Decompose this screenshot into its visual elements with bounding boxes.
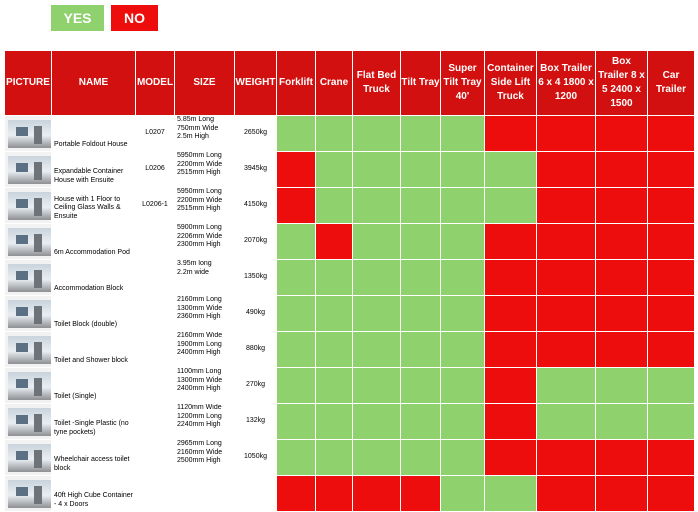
no-cell xyxy=(648,152,695,188)
yes-cell xyxy=(353,224,401,260)
picture-cell xyxy=(5,404,52,440)
picture-cell xyxy=(5,224,52,260)
name-cell: Portable Foldout House xyxy=(52,116,136,152)
weight-cell: 1350kg xyxy=(235,260,277,296)
window-shape xyxy=(16,307,28,316)
yes-cell xyxy=(596,368,648,404)
size-line: 1120mm Wide xyxy=(177,404,222,411)
model-cell: L0207 xyxy=(136,116,175,152)
window-shape xyxy=(16,451,28,460)
size-cell xyxy=(175,152,235,188)
column-header: NAME xyxy=(52,51,136,116)
model-cell xyxy=(136,440,175,476)
name-cell: 40ft High Cube Container - 4 x Doors xyxy=(52,476,136,512)
no-cell xyxy=(596,224,648,260)
model-cell xyxy=(136,260,175,296)
column-header: Crane xyxy=(316,51,353,116)
yes-cell xyxy=(353,368,401,404)
name-cell: 6m Accommodation Pod xyxy=(52,224,136,260)
product-thumbnail xyxy=(8,192,52,220)
yes-cell xyxy=(316,404,353,440)
no-cell xyxy=(316,224,353,260)
weight-cell: 132kg xyxy=(235,404,277,440)
no-cell xyxy=(648,260,695,296)
size-cell xyxy=(175,476,235,512)
yes-cell xyxy=(277,440,316,476)
picture-cell xyxy=(5,260,52,296)
size-line: 5950mm Long xyxy=(177,152,222,159)
size-cell xyxy=(175,440,235,476)
no-cell xyxy=(596,332,648,368)
door-shape xyxy=(34,342,42,360)
yes-cell xyxy=(316,188,353,224)
yes-cell xyxy=(441,260,485,296)
size-line: 2360mm High xyxy=(177,313,221,320)
header-row xyxy=(5,51,695,116)
column-header: Super Tilt Tray 40' xyxy=(441,51,485,116)
door-shape xyxy=(34,486,42,504)
no-cell xyxy=(596,440,648,476)
name-cell: Toilet (Single) xyxy=(52,368,136,404)
window-shape xyxy=(16,127,28,136)
weight-cell: 2070kg xyxy=(235,224,277,260)
size-line: 2965mm Long xyxy=(177,440,222,447)
transport-table xyxy=(4,50,695,512)
product-thumbnail xyxy=(8,372,52,400)
picture-cell xyxy=(5,332,52,368)
weight-cell xyxy=(235,476,277,512)
weight-cell: 270kg xyxy=(235,368,277,404)
model-cell xyxy=(136,368,175,404)
yes-cell xyxy=(441,152,485,188)
product-thumbnail xyxy=(8,120,52,148)
no-cell xyxy=(596,152,648,188)
yes-cell xyxy=(401,152,441,188)
yes-cell xyxy=(401,404,441,440)
model-cell xyxy=(136,404,175,440)
column-header: Car Trailer xyxy=(648,51,695,116)
table-row xyxy=(5,296,695,332)
column-header: MODEL xyxy=(136,51,175,116)
yes-cell xyxy=(401,260,441,296)
product-thumbnail xyxy=(8,336,52,364)
yes-cell xyxy=(485,188,537,224)
picture-cell xyxy=(5,296,52,332)
size-line: 1300mm Wide xyxy=(177,376,223,384)
table-row xyxy=(5,152,695,188)
product-thumbnail xyxy=(8,408,52,436)
table-row xyxy=(5,224,695,260)
picture-cell xyxy=(5,152,52,188)
product-thumbnail xyxy=(8,228,52,256)
name-cell: Toilet -Single Plastic (no tyne pockets) xyxy=(52,404,136,440)
size-line: 2200mm Wide xyxy=(177,196,223,204)
size-cell xyxy=(175,224,235,260)
yes-cell xyxy=(648,404,695,440)
yes-cell xyxy=(596,404,648,440)
yes-cell xyxy=(401,368,441,404)
name-cell: Accommodation Block xyxy=(52,260,136,296)
no-legend: NO xyxy=(111,5,158,31)
no-cell xyxy=(485,440,537,476)
yes-cell xyxy=(316,296,353,332)
yes-cell xyxy=(401,116,441,152)
size-line: 2160mm Long xyxy=(177,296,222,303)
column-header: Box Trailer 6 x 4 1800 x 1200 xyxy=(537,51,596,116)
no-cell xyxy=(596,260,648,296)
size-line: 750mm Wide xyxy=(177,124,219,132)
name-cell: Toilet and Shower block xyxy=(52,332,136,368)
size-cell xyxy=(175,332,235,368)
yes-cell xyxy=(353,116,401,152)
table-row xyxy=(5,116,695,152)
name-cell: Wheelchair access toilet block xyxy=(52,440,136,476)
window-shape xyxy=(16,343,28,352)
weight-cell: 1050kg xyxy=(235,440,277,476)
no-cell xyxy=(277,188,316,224)
no-cell xyxy=(401,476,441,512)
yes-cell xyxy=(277,404,316,440)
yes-cell xyxy=(277,368,316,404)
size-line: 2206mm Wide xyxy=(177,232,223,240)
no-cell xyxy=(537,476,596,512)
no-cell xyxy=(596,188,648,224)
size-line: 2515mm High xyxy=(177,169,221,176)
size-line: 5900mm Long xyxy=(177,224,222,231)
no-cell xyxy=(648,116,695,152)
size-line: 2500mm High xyxy=(177,457,221,464)
door-shape xyxy=(34,414,42,432)
table-row xyxy=(5,404,695,440)
yes-cell xyxy=(648,368,695,404)
column-header: Flat Bed Truck xyxy=(353,51,401,116)
yes-cell xyxy=(353,260,401,296)
no-cell xyxy=(648,332,695,368)
yes-cell xyxy=(401,188,441,224)
door-shape xyxy=(34,270,42,288)
picture-cell xyxy=(5,116,52,152)
model-cell xyxy=(136,476,175,512)
model-cell: L0206 xyxy=(136,152,175,188)
no-cell xyxy=(648,440,695,476)
weight-cell: 880kg xyxy=(235,332,277,368)
window-shape xyxy=(16,379,28,388)
column-header: SIZE xyxy=(175,51,235,116)
window-shape xyxy=(16,271,28,280)
door-shape xyxy=(34,126,42,144)
yes-cell xyxy=(401,332,441,368)
yes-cell xyxy=(441,188,485,224)
size-line: 2300mm High xyxy=(177,241,221,248)
no-cell xyxy=(596,476,648,512)
yes-cell xyxy=(401,440,441,476)
yes-cell xyxy=(537,368,596,404)
column-header: Box Trailer 8 x 5 2400 x 1500 xyxy=(596,51,648,116)
no-cell xyxy=(485,404,537,440)
picture-cell xyxy=(5,476,52,512)
size-line: 2515mm High xyxy=(177,205,221,212)
size-cell xyxy=(175,260,235,296)
yes-cell xyxy=(353,332,401,368)
column-header: Container Side Lift Truck xyxy=(485,51,537,116)
yes-cell xyxy=(485,476,537,512)
table-row xyxy=(5,188,695,224)
yes-cell xyxy=(353,188,401,224)
product-thumbnail xyxy=(8,480,52,508)
door-shape xyxy=(34,234,42,252)
product-thumbnail xyxy=(8,156,52,184)
no-cell xyxy=(353,476,401,512)
yes-cell xyxy=(441,296,485,332)
table-row xyxy=(5,260,695,296)
no-cell xyxy=(537,224,596,260)
yes-cell xyxy=(401,224,441,260)
size-line: 2160mm Wide xyxy=(177,332,223,339)
table-row xyxy=(5,440,695,476)
picture-cell xyxy=(5,440,52,476)
door-shape xyxy=(34,162,42,180)
yes-cell xyxy=(316,332,353,368)
size-line: 2.2m wide xyxy=(177,268,209,276)
no-cell xyxy=(485,332,537,368)
weight-cell: 2650kg xyxy=(235,116,277,152)
size-cell xyxy=(175,116,235,152)
weight-cell: 3945kg xyxy=(235,152,277,188)
size-line: 1300mm Wide xyxy=(177,304,223,312)
size-line: 2400mm High xyxy=(177,385,221,392)
table-row xyxy=(5,476,695,512)
yes-cell xyxy=(441,224,485,260)
size-cell xyxy=(175,188,235,224)
product-thumbnail xyxy=(8,264,52,292)
size-cell xyxy=(175,404,235,440)
name-cell: Expandable Container House with Ensuite xyxy=(52,152,136,188)
yes-cell xyxy=(441,404,485,440)
no-cell xyxy=(537,332,596,368)
name-cell: House with 1 Floor to Ceiling Glass Walls & Ensuite xyxy=(52,188,136,224)
yes-cell xyxy=(353,404,401,440)
no-cell xyxy=(277,152,316,188)
size-line: 1100mm Long xyxy=(177,368,222,375)
model-cell xyxy=(136,296,175,332)
no-cell xyxy=(596,116,648,152)
window-shape xyxy=(16,199,28,208)
no-cell xyxy=(537,152,596,188)
column-header: PICTURE xyxy=(5,51,52,116)
column-header: Forklift xyxy=(277,51,316,116)
door-shape xyxy=(34,378,42,396)
no-cell xyxy=(485,296,537,332)
column-header: Tilt Tray xyxy=(401,51,441,116)
size-line: 1200mm Long xyxy=(177,412,222,420)
product-thumbnail xyxy=(8,444,52,472)
yes-legend: YES xyxy=(51,5,104,31)
table-row xyxy=(5,368,695,404)
size-line: 2240mm High xyxy=(177,421,221,428)
column-header: WEIGHT xyxy=(235,51,277,116)
no-cell xyxy=(485,116,537,152)
model-cell xyxy=(136,332,175,368)
yes-cell xyxy=(277,224,316,260)
door-shape xyxy=(34,450,42,468)
yes-cell xyxy=(277,260,316,296)
door-shape xyxy=(34,198,42,216)
yes-cell xyxy=(441,368,485,404)
no-cell xyxy=(596,296,648,332)
yes-cell xyxy=(316,152,353,188)
no-cell xyxy=(537,116,596,152)
picture-cell xyxy=(5,188,52,224)
no-cell xyxy=(537,440,596,476)
no-cell xyxy=(485,260,537,296)
no-cell xyxy=(485,224,537,260)
no-cell xyxy=(537,296,596,332)
yes-cell xyxy=(277,296,316,332)
model-cell xyxy=(136,224,175,260)
size-line: 2200mm Wide xyxy=(177,160,223,168)
yes-cell xyxy=(485,152,537,188)
no-cell xyxy=(537,260,596,296)
yes-cell xyxy=(441,476,485,512)
no-cell xyxy=(485,368,537,404)
weight-cell: 4150kg xyxy=(235,188,277,224)
size-line: 2.5m High xyxy=(177,133,209,140)
product-thumbnail xyxy=(8,300,52,328)
yes-cell xyxy=(316,440,353,476)
size-line: 5.85m Long xyxy=(177,116,214,123)
no-cell xyxy=(648,476,695,512)
size-line: 1900mm Long xyxy=(177,340,222,348)
yes-cell xyxy=(441,332,485,368)
picture-cell xyxy=(5,368,52,404)
size-cell xyxy=(175,296,235,332)
yes-cell xyxy=(316,368,353,404)
size-line: 2160mm Wide xyxy=(177,448,223,456)
yes-cell xyxy=(441,440,485,476)
name-cell: Toilet Block (double) xyxy=(52,296,136,332)
table-row xyxy=(5,332,695,368)
no-cell xyxy=(648,296,695,332)
yes-cell xyxy=(277,332,316,368)
window-shape xyxy=(16,235,28,244)
size-line: 5950mm Long xyxy=(177,188,222,195)
yes-cell xyxy=(277,116,316,152)
no-cell xyxy=(277,476,316,512)
yes-cell xyxy=(353,440,401,476)
door-shape xyxy=(34,306,42,324)
no-cell xyxy=(537,188,596,224)
yes-cell xyxy=(316,116,353,152)
no-cell xyxy=(316,476,353,512)
model-cell: L0206-1 xyxy=(136,188,175,224)
yes-cell xyxy=(353,152,401,188)
size-line: 2400mm High xyxy=(177,349,221,356)
yes-cell xyxy=(441,116,485,152)
window-shape xyxy=(16,487,28,496)
no-cell xyxy=(648,188,695,224)
size-cell xyxy=(175,368,235,404)
no-cell xyxy=(648,224,695,260)
window-shape xyxy=(16,163,28,172)
weight-cell: 490kg xyxy=(235,296,277,332)
yes-cell xyxy=(316,260,353,296)
window-shape xyxy=(16,415,28,424)
yes-cell xyxy=(537,404,596,440)
yes-cell xyxy=(401,296,441,332)
size-line: 3.95m long xyxy=(177,260,212,267)
yes-cell xyxy=(353,296,401,332)
